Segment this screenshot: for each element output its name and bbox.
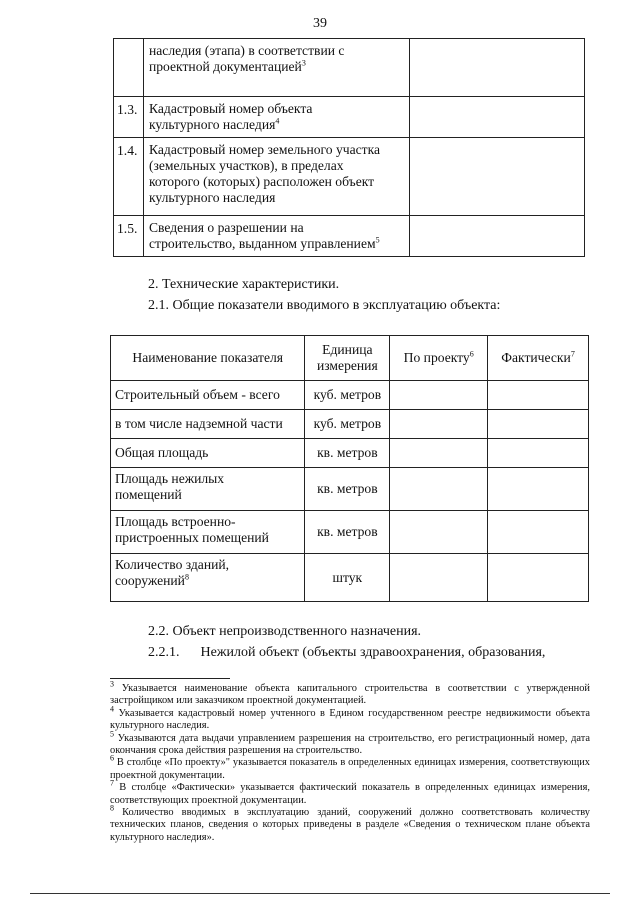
- indicator-project-value: [390, 439, 488, 468]
- indicator-row: [111, 554, 589, 602]
- page-bottom-rule: [30, 893, 610, 894]
- indicator-row: [111, 468, 589, 511]
- indicator-project-value: [390, 511, 488, 554]
- indicator-row: [111, 381, 589, 410]
- indicator-unit: кв. метров: [305, 439, 390, 468]
- indicator-name: Площадь встроенно- пристроенных помещений: [111, 511, 305, 554]
- indicator-unit: штук: [305, 554, 390, 602]
- section-2-title: 2. Технические характеристики.: [148, 277, 340, 292]
- indicator-name: в том числе надземной части: [111, 410, 305, 439]
- indicator-row: [111, 410, 589, 439]
- indicator-name: Площадь нежилых помещений: [111, 468, 305, 511]
- indicator-project-value: [390, 554, 488, 602]
- indicators-table: [110, 335, 589, 602]
- object-info-row: [114, 39, 585, 97]
- indicator-actual-value: [488, 468, 589, 511]
- footnote: $^6$ В столбце «По проекту»" указывается показатель в определенных единицах измерения, соответствующих проектной документации.: [110, 753, 590, 781]
- row-label: Кадастровый номер объекта культурного наследия$^4$: [143, 97, 409, 138]
- indicator-unit: кв. метров: [305, 511, 390, 554]
- object-info-row: [114, 97, 585, 138]
- indicator-project-value: [390, 381, 488, 410]
- object-info-table: [113, 38, 585, 257]
- row-number: 1.3.: [114, 97, 144, 138]
- indicator-name: Количество зданий, сооружений$^8$: [111, 554, 305, 602]
- row-label: наследия (этапа) в соответствии с проектной документацией$^3$: [143, 39, 409, 97]
- row-number: 1.5.: [114, 216, 144, 257]
- object-info-row: [114, 216, 585, 257]
- indicator-actual-value: [488, 554, 589, 602]
- indicator-name: Общая площадь: [111, 439, 305, 468]
- indicator-project-value: [390, 468, 488, 511]
- indicators-table-header: [111, 336, 589, 381]
- footnote: $^4$ Указывается кадастровый номер учтенного в Едином государственном реестре недвижимости объекта культурного наследия.: [110, 704, 590, 732]
- indicator-name: Строительный объем - всего: [111, 381, 305, 410]
- object-info-row: [114, 138, 585, 216]
- row-label: Сведения о разрешении на строительство, выданном управлением$^5$: [143, 216, 409, 257]
- section-2-2-title: 2.2. Объект непроизводственного назначения.: [148, 624, 422, 639]
- page-number: 39: [313, 16, 327, 31]
- section-2-2-1-text: 2.2.1. Нежилой объект (объекты здравоохранения, образования,: [148, 645, 546, 660]
- indicator-unit: кв. метров: [305, 468, 390, 511]
- indicator-actual-value: [488, 381, 589, 410]
- indicator-actual-value: [488, 511, 589, 554]
- header-project: По проекту$^6$: [390, 336, 488, 381]
- footnote: $^5$ Указываются дата выдачи управлением разрешения на строительство, его регистрационный номер, дата окончания срока действия разрешения на строительство.: [110, 729, 590, 757]
- footnotes: [110, 679, 590, 844]
- row-number: 1.4.: [114, 138, 144, 216]
- indicator-unit: куб. метров: [305, 410, 390, 439]
- section-2-1-title: 2.1. Общие показатели вводимого в эксплуатацию объекта:: [148, 298, 501, 313]
- row-label: Кадастровый номер земельного участка (земельных участков), в пределах которого (которых) расположен объект культурного наследия: [143, 138, 409, 216]
- header-actual: Фактически$^7$: [488, 336, 589, 381]
- header-name: Наименование показателя: [111, 336, 305, 381]
- row-value: [409, 97, 585, 138]
- row-number: [114, 39, 144, 97]
- footnote: $^8$ Количество вводимых в эксплуатацию зданий, сооружений должно соответствовать количеству технических планов, сведения о которых приведены в разделе «Сведения о техническом плане объекта культурного наследия».: [110, 803, 590, 843]
- indicator-actual-value: [488, 439, 589, 468]
- footnote: $^3$ Указывается наименование объекта капитального строительства в соответствии с утвержденной застройщиком или заказчиком проектной документацией.: [110, 679, 590, 707]
- footnote-separator: [110, 678, 230, 679]
- indicator-project-value: [390, 410, 488, 439]
- row-value: [409, 138, 585, 216]
- indicator-unit: куб. метров: [305, 381, 390, 410]
- indicator-actual-value: [488, 410, 589, 439]
- row-value: [409, 216, 585, 257]
- footnote: $^7$ В столбце «Фактически» указывается фактический показатель в определенных единицах измерения, соответствующих проектной документации.: [110, 778, 590, 806]
- indicator-row: [111, 439, 589, 468]
- header-unit: Единица измерения: [305, 336, 390, 381]
- indicator-row: [111, 511, 589, 554]
- row-value: [409, 39, 585, 97]
